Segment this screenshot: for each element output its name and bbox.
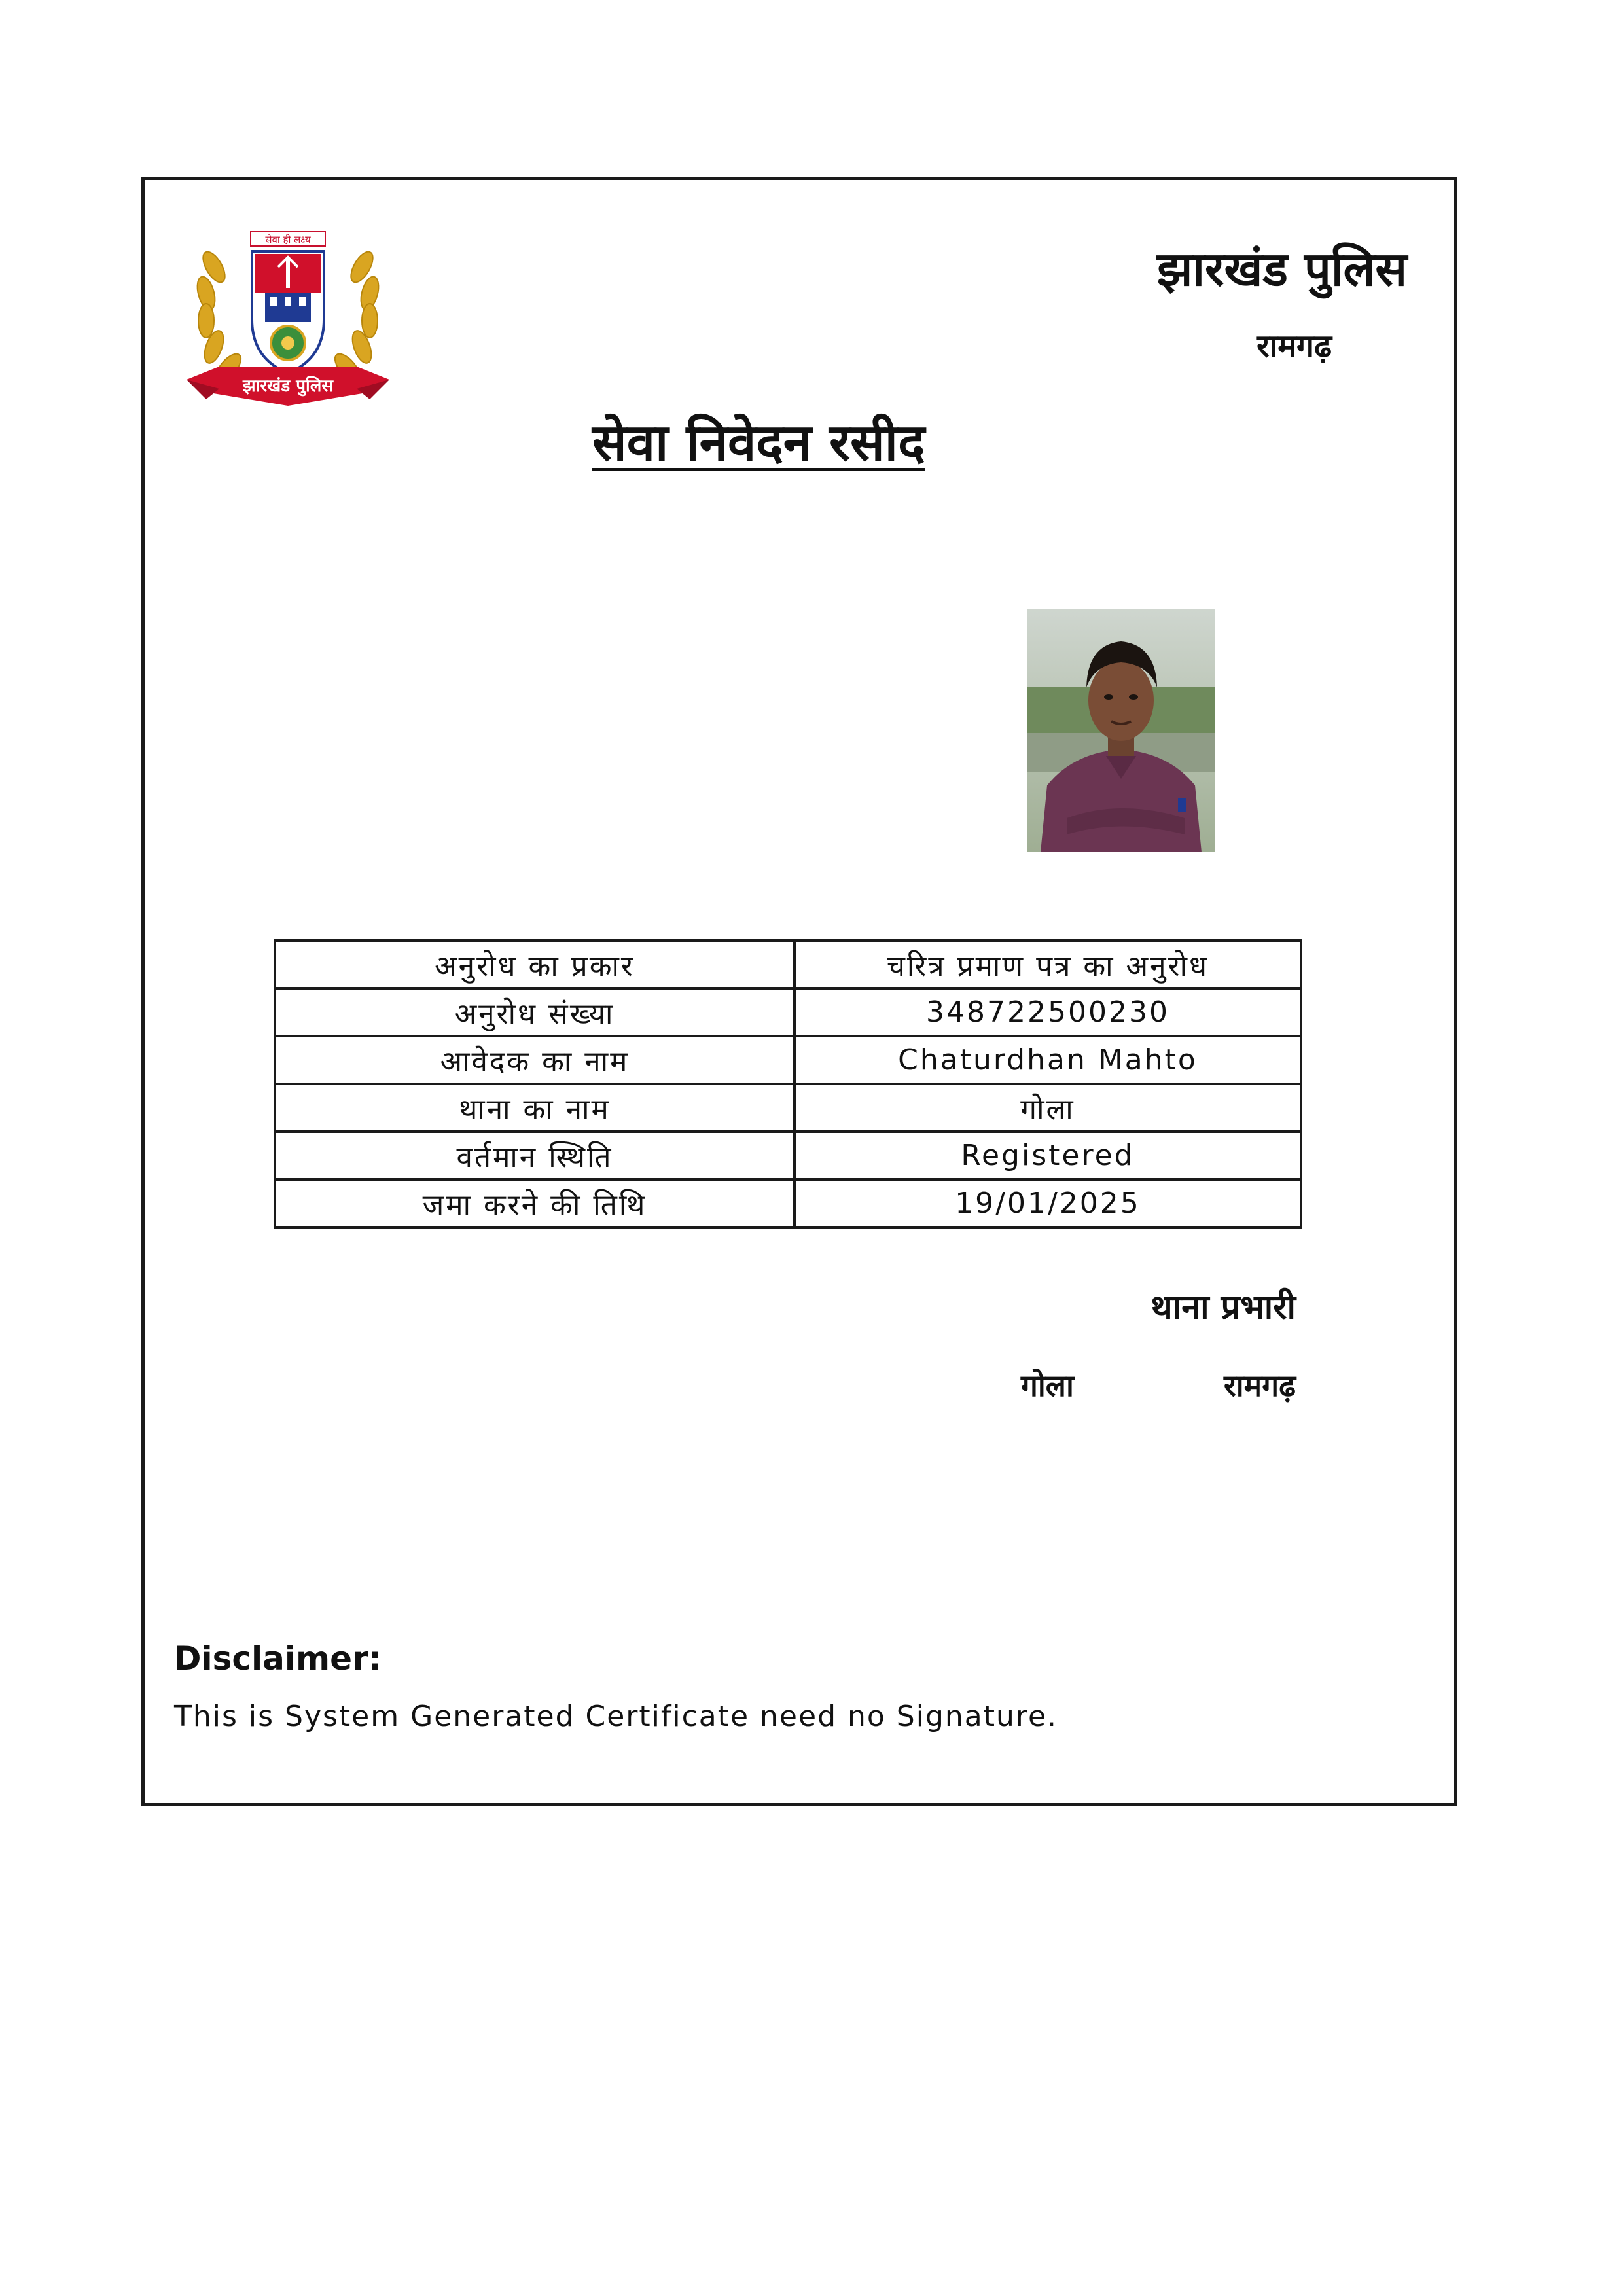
table-row [275, 1132, 1301, 1179]
request-type-label: अनुरोध का प्रकार [275, 941, 794, 988]
disclaimer-heading: Disclaimer: [174, 1640, 382, 1677]
applicant-photo [1027, 609, 1215, 852]
table-row [275, 1036, 1301, 1084]
applicant-name-label: आवेदक का नाम [275, 1036, 794, 1084]
table-row [275, 988, 1301, 1036]
police-station-value: गोला [794, 1084, 1301, 1132]
table-row [275, 1179, 1301, 1227]
request-type-value: चरित्र प्रमाण पत्र का अनुरोध [794, 941, 1301, 988]
jharkhand-police-emblem-icon [180, 228, 396, 424]
request-number-label: अनुरोध संख्या [275, 988, 794, 1036]
current-status-label: वर्तमान स्थिति [275, 1132, 794, 1179]
request-details-table [274, 939, 1302, 1229]
submission-date-value: 19/01/2025 [794, 1179, 1301, 1227]
request-number-value: 348722500230 [794, 988, 1301, 1036]
organization-title: झारखंड पुलिस [1156, 242, 1407, 296]
svg-text:सेवा ही लक्ष्य: सेवा ही लक्ष्य [265, 234, 311, 245]
submission-date-label: जमा करने की तिथि [275, 1179, 794, 1227]
signatory-district: रामगढ़ [1223, 1368, 1296, 1403]
receipt-title: सेवा निवेदन रसीद [592, 414, 925, 473]
current-status-value: Registered [794, 1132, 1301, 1179]
applicant-name-value: Chaturdhan Mahto [794, 1036, 1301, 1084]
police-station-label: थाना का नाम [275, 1084, 794, 1132]
signatory-station: गोला [1021, 1368, 1074, 1403]
disclaimer-text: This is System Generated Certificate need no Signature. [174, 1700, 1058, 1733]
table-row [275, 941, 1301, 988]
table-row [275, 1084, 1301, 1132]
signatory-title: थाना प्रभारी [1150, 1288, 1296, 1327]
svg-text:झारखंड पुलिस: झारखंड पुलिस [243, 376, 333, 396]
organization-district: रामगढ़ [1257, 328, 1332, 365]
